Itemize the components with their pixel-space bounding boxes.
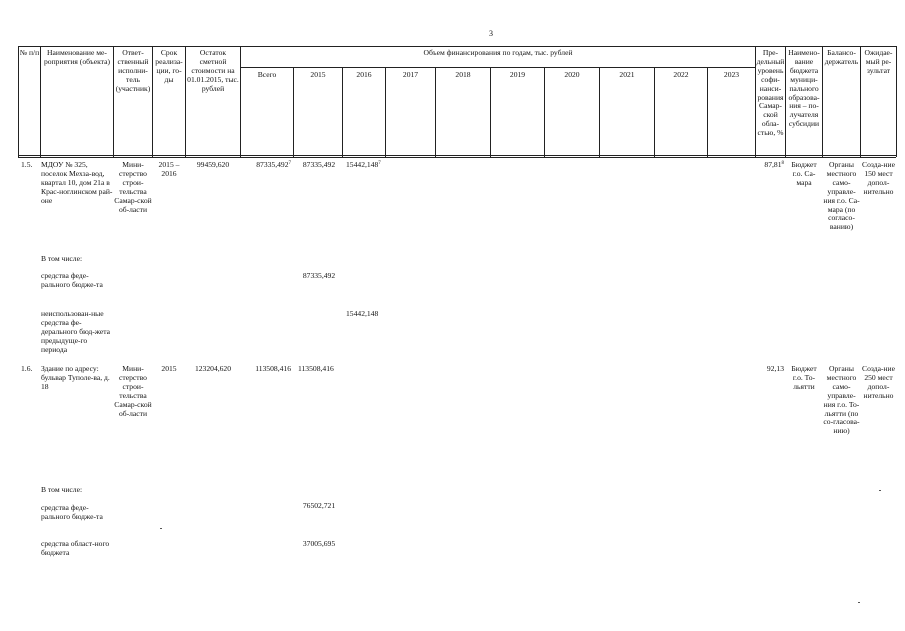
- scan-speck: [160, 528, 162, 529]
- page-number: 3: [489, 29, 493, 38]
- col-header-year-2022: 2022: [673, 70, 689, 79]
- col-header-year-2023: 2023: [723, 70, 740, 79]
- row-total: 113508,416: [255, 364, 291, 373]
- col-header-responsible: Ответ-ственный исполни-тель (участник): [115, 48, 151, 93]
- row-federal-2015: 87335,492: [302, 271, 336, 280]
- row-num: 1.5.: [21, 160, 33, 169]
- row-budget: Бюджет г.о. Са-мара: [791, 160, 817, 187]
- col-header-year-2016: 2016: [356, 70, 372, 79]
- col-header-result: Ожидае-мый ре-зультат: [864, 48, 893, 75]
- row-federal-label: средства феде-рального бюдже-та: [41, 271, 103, 289]
- col-header-balance: Остаток сметной стоимости на 01.01.2015, тыс. рублей: [187, 48, 239, 93]
- row-limit: 87,81$^8$: [764, 160, 784, 169]
- col-header-name: Наименование ме-роприятия (объекта): [44, 48, 110, 66]
- row-unused-label: неиспользован-ные средства фе-дерального бюд-жета предыдуще-го периода: [41, 309, 111, 354]
- row-name: МДОУ № 325, поселок Мехза-вод, квартал 10, дом 21а в Крас-ноглинском рай-оне: [41, 160, 113, 205]
- col-header-year-2019: 2019: [509, 70, 526, 79]
- col-header-year-2021: 2021: [619, 70, 635, 79]
- row-balance: 123204,620: [194, 364, 232, 373]
- col-header-limit: Пре-дельный уровень софи-нанси-рования Самар-ской обла-стью, %: [756, 48, 785, 138]
- row-2015: 113508,416: [298, 364, 334, 373]
- col-header-year-2020: 2020: [564, 70, 580, 79]
- row-limit: 92,13: [766, 364, 784, 373]
- row-regional-2015: 37005,695: [302, 539, 336, 548]
- row-responsible: Мини-стерство строи-тельства Самар-ской об-ласти: [114, 160, 152, 214]
- row-responsible: Мини-стерство строи-тельства Самар-ской об-ласти: [114, 364, 152, 418]
- row-including-label: В том числе:: [41, 485, 83, 494]
- col-header-num: № п/п: [19, 48, 40, 57]
- row-term: 2015 – 2016: [158, 160, 180, 178]
- scan-speck: [858, 602, 860, 603]
- col-header-year-2015: 2015: [310, 70, 326, 79]
- row-unused-2016: 15442,148: [346, 309, 379, 318]
- col-header-budget: Наимено-вание бюджета муници-пального образова-ния – по-лучателя субсидии: [788, 48, 820, 129]
- col-header-total: Всего: [257, 70, 277, 79]
- row-balance: 99459,620: [196, 160, 230, 169]
- row-total: 87335,492$^7$: [256, 160, 291, 169]
- row-2016: 15442,148$^7$: [346, 160, 381, 169]
- col-header-holder: Балансо-держатель: [824, 48, 859, 66]
- col-header-funding: Объем финансирования по годам, тыс. рублей: [423, 48, 573, 57]
- row-including-label: В том числе:: [41, 254, 83, 263]
- row-budget: Бюджет г.о. То-льятти: [791, 364, 817, 391]
- col-header-term: Срок реализа-ции, го-ды: [155, 48, 183, 84]
- row-num: 1.6.: [21, 364, 33, 373]
- row-federal-label: средства феде-рального бюдже-та: [41, 503, 103, 521]
- col-header-year-2018: 2018: [455, 70, 471, 79]
- row-2015: 87335,492: [302, 160, 336, 169]
- col-header-year-2017: 2017: [402, 70, 419, 79]
- row-name: Здание по адресу: бульвар Туполе-ва, д. 18: [41, 364, 110, 391]
- row-regional-label: средства област-ного бюджета: [41, 539, 110, 557]
- row-result: Созда-ние 250 мест допол-нительно: [862, 364, 895, 400]
- row-holder: Органы местного само-управле-ния г.о. Са-мара (по согласо-ванию): [823, 160, 860, 232]
- row-federal-2015: 76502,721: [302, 501, 336, 510]
- scan-speck: [879, 490, 881, 491]
- row-holder: Органы местного само-управле-ния г.о. То-льятти (по со-гласова-нию): [823, 364, 860, 436]
- row-term: 2015: [161, 364, 177, 373]
- row-result: Созда-ние 150 мест допол-нительно: [862, 160, 895, 196]
